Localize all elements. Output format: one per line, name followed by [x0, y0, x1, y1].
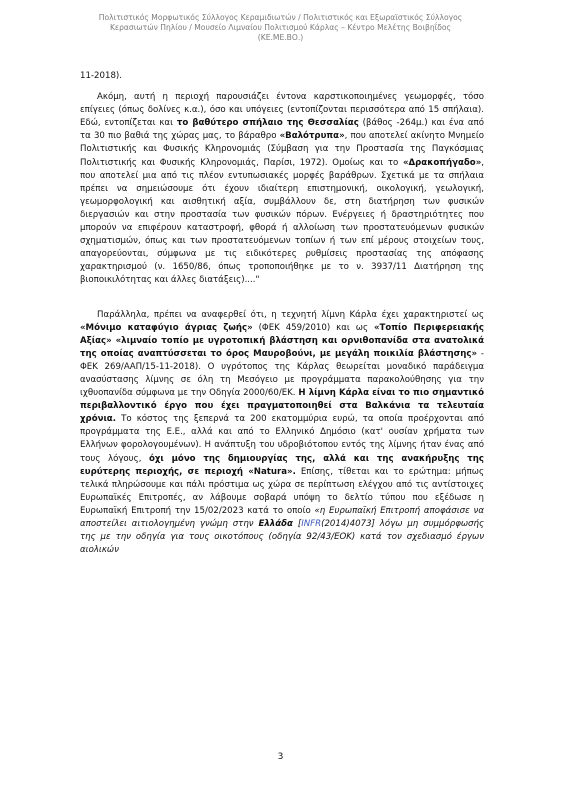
infr-reference-link[interactable]: INFR	[301, 519, 322, 529]
para2-text-5: Επίσης, τίθεται και το ερώτημα: μήπως τελικά πληρώσουμε και πάλι πρόστιμα ως χώρα σε περίπτωση ελέγχου από τις αντίστοιχες Ευρωπαϊκές Επιτροπές, αν λάβουμε σοβαρά υπόψη το δελτίο τύπου που εξέδωσε η Ευρωπαϊκή Επιτροπή την 15/02/2023 κατά το οποίο	[80, 466, 484, 516]
para1-text-1: Ακόμη, αυτή η περιοχή παρουσιάζει έντονα καρστικοποιημένες γεωμορφές, τόσο επίγειες (όπως δολίνες κ.α.), όσο και υπόγειες (εντοπίζονται περισσότερα από 15 σπήλαια). Εδώ, εντοπίζεται και	[80, 92, 484, 129]
header-line-1: Πολιτιστικός Μορφωτικός Σύλλογος Κεραμιδιωτών / Πολιτιστικός και Εξωραϊστικός Σύλλογος	[98, 13, 463, 22]
paragraph-caves	[80, 91, 484, 287]
header-line-3: (ΚΕ.ΜΕ.ΒΟ.)	[257, 33, 304, 42]
para2-text-4: Το κόστος της ξεπερνά τα 200 εκατομμύρια ευρώ, τα οποία προέρχονται από προγράμματα της Ε.Ε., αλλά και από το Ελληνικό Δημόσιο (κατ' ουσίαν χρήματα των Ελλήνων φορολογουμένων). Η ανάπτυξη του υδροβιότοπου εντός της λίμνης ήταν ένας από τους λόγους,	[80, 414, 484, 464]
para2-italic-quote-3: (2014)4073] λόγω μη συμμόρφωσής της με την οδηγία για τους οικοτόπους (οδηγία 92/43/ΕΟΚ) κατά τον σχεδιασμό έργων αιολικών	[80, 519, 484, 556]
para2-bold-regional-landscape: «Τοπίο Περιφερειακής Αξίας» «λιμναίο τοπίο με υγροτοπική βλάστηση και ορνιθοπανίδα στα ανατολικά της οποίας αναπτύσσεται το όρος Μαυροβούνι, με μεγάλη ποικιλία βλάστησης»	[80, 322, 484, 359]
para2-bold-natura: όχι μόνο της δημιουργίας της, αλλά και της ανακήρυξης της ευρύτερης περιοχής, σε περιοχή «Natura».	[80, 453, 484, 477]
para1-text-4: , που αποτελεί μια από τις πλέον εντυπωσιακές μορφές βαράθρων. Σχετικά με τα σπήλαια πρέπει να σημειώσουμε ότι έχουν ιδιαίτερη επιστημονική, οικολογική, γεωλογική, γεωμορφολογική και αισθητική αξία, συμβάλλουν δε, στη διατήρηση των φυσικών διεργασιών και στην προστασία των φυσικών πόρων. Ενέργειες ή δραστηριότητες που μπορούν να επιφέρουν καταστροφή, φθορά ή αλλοίωση των προστατευόμενων φυσικών σχηματισμών, όπως και των προστατευόμενων τοπίων ή των επί μέρους στοιχείων τους, απαγορεύονται, σύμφωνα με τις ειδικότερες ρυθμίσεις προστασίας της απόφασης χαρακτηρισμού (ν. 1650/86, όπως τροποποιήθηκε με το ν. 3937/11 Διατήρηση της βιοποικιλότητας και άλλες διατάξεις)...."	[80, 157, 484, 286]
paragraph-gap	[80, 288, 484, 309]
para2-text-2: (ΦΕΚ 459/2010) και ως	[252, 322, 374, 333]
para1-bold-valotrypa: «Βαλότρυπα»	[279, 131, 345, 142]
para2-italic-quote-2: [	[292, 519, 302, 529]
para1-bold-drakopigado: «Δρακοπήγαδο»	[402, 157, 482, 168]
para1-text-3: , που αποτελεί ακίνητο Μνημείο Πολιτιστικής και Φυσικής Κληρονομιάς (Σύμβαση για την Προστασία της Παγκόσμιας Πολιτιστικής και Φυσικής Κληρονομιάς, Παρίσι, 1972). Ομοίως και το	[80, 131, 484, 168]
para1-bold-deepest-cave: το βαθύτερο σπήλαιο της Θεσσαλίας	[176, 118, 359, 129]
para2-text-3: - ΦΕΚ 269/ΑΑΠ/15-11-2018). Ο υγρότοπος της Κάρλας θεωρείται μοναδικό παράδειγμα ανασύστασης λίμνης σε όλη τη Μεσόγειο με προγράμματα παρακολούθησης για την ιχθυοπανίδα σύμφωνα με την Οδηγία 2000/60/ΕΚ.	[80, 348, 484, 399]
para2-text-1: Παράλληλα, πρέπει να αναφερθεί ότι, η τεχνητή λίμνη Κάρλα έχει χαρακτηριστεί ως	[97, 309, 484, 320]
paragraph-karla-lake	[80, 309, 484, 558]
para2-bold-italic-greece: Ελλάδα	[258, 519, 293, 529]
para1-text-2: (βάθος -264μ.) και ένα από τα 30 πιο βαθιά της χώρας μας, το βάραθρο	[80, 118, 484, 142]
para2-italic-quote-1: «η Ευρωπαϊκή Επιτροπή αποφάσισε να αποστείλει αιτιολογημένη γνώμη στην	[80, 505, 484, 529]
para2-bold-important-project: Η λίμνη Κάρλα είναι το πιο σημαντικό περιβαλλοντικό έργο που έχει πραγματοποιηθεί στα Βαλκάνια τα τελευταία χρόνια.	[80, 388, 484, 425]
page-number: 3	[277, 752, 284, 762]
document-body	[80, 70, 484, 557]
page-header	[60, 13, 501, 43]
continued-line: 11-2018).	[80, 71, 122, 81]
header-line-2: Κερασιωτών Πηλίου / Μουσείο Λιμναίου Πολιτισμού Κάρλας – Κέντρο Μελέτης Βοιβηΐδος	[110, 23, 451, 32]
para2-bold-wildlife-refuge: «Μόνιμο καταφύγιο άγριας ζωής»	[80, 322, 253, 333]
